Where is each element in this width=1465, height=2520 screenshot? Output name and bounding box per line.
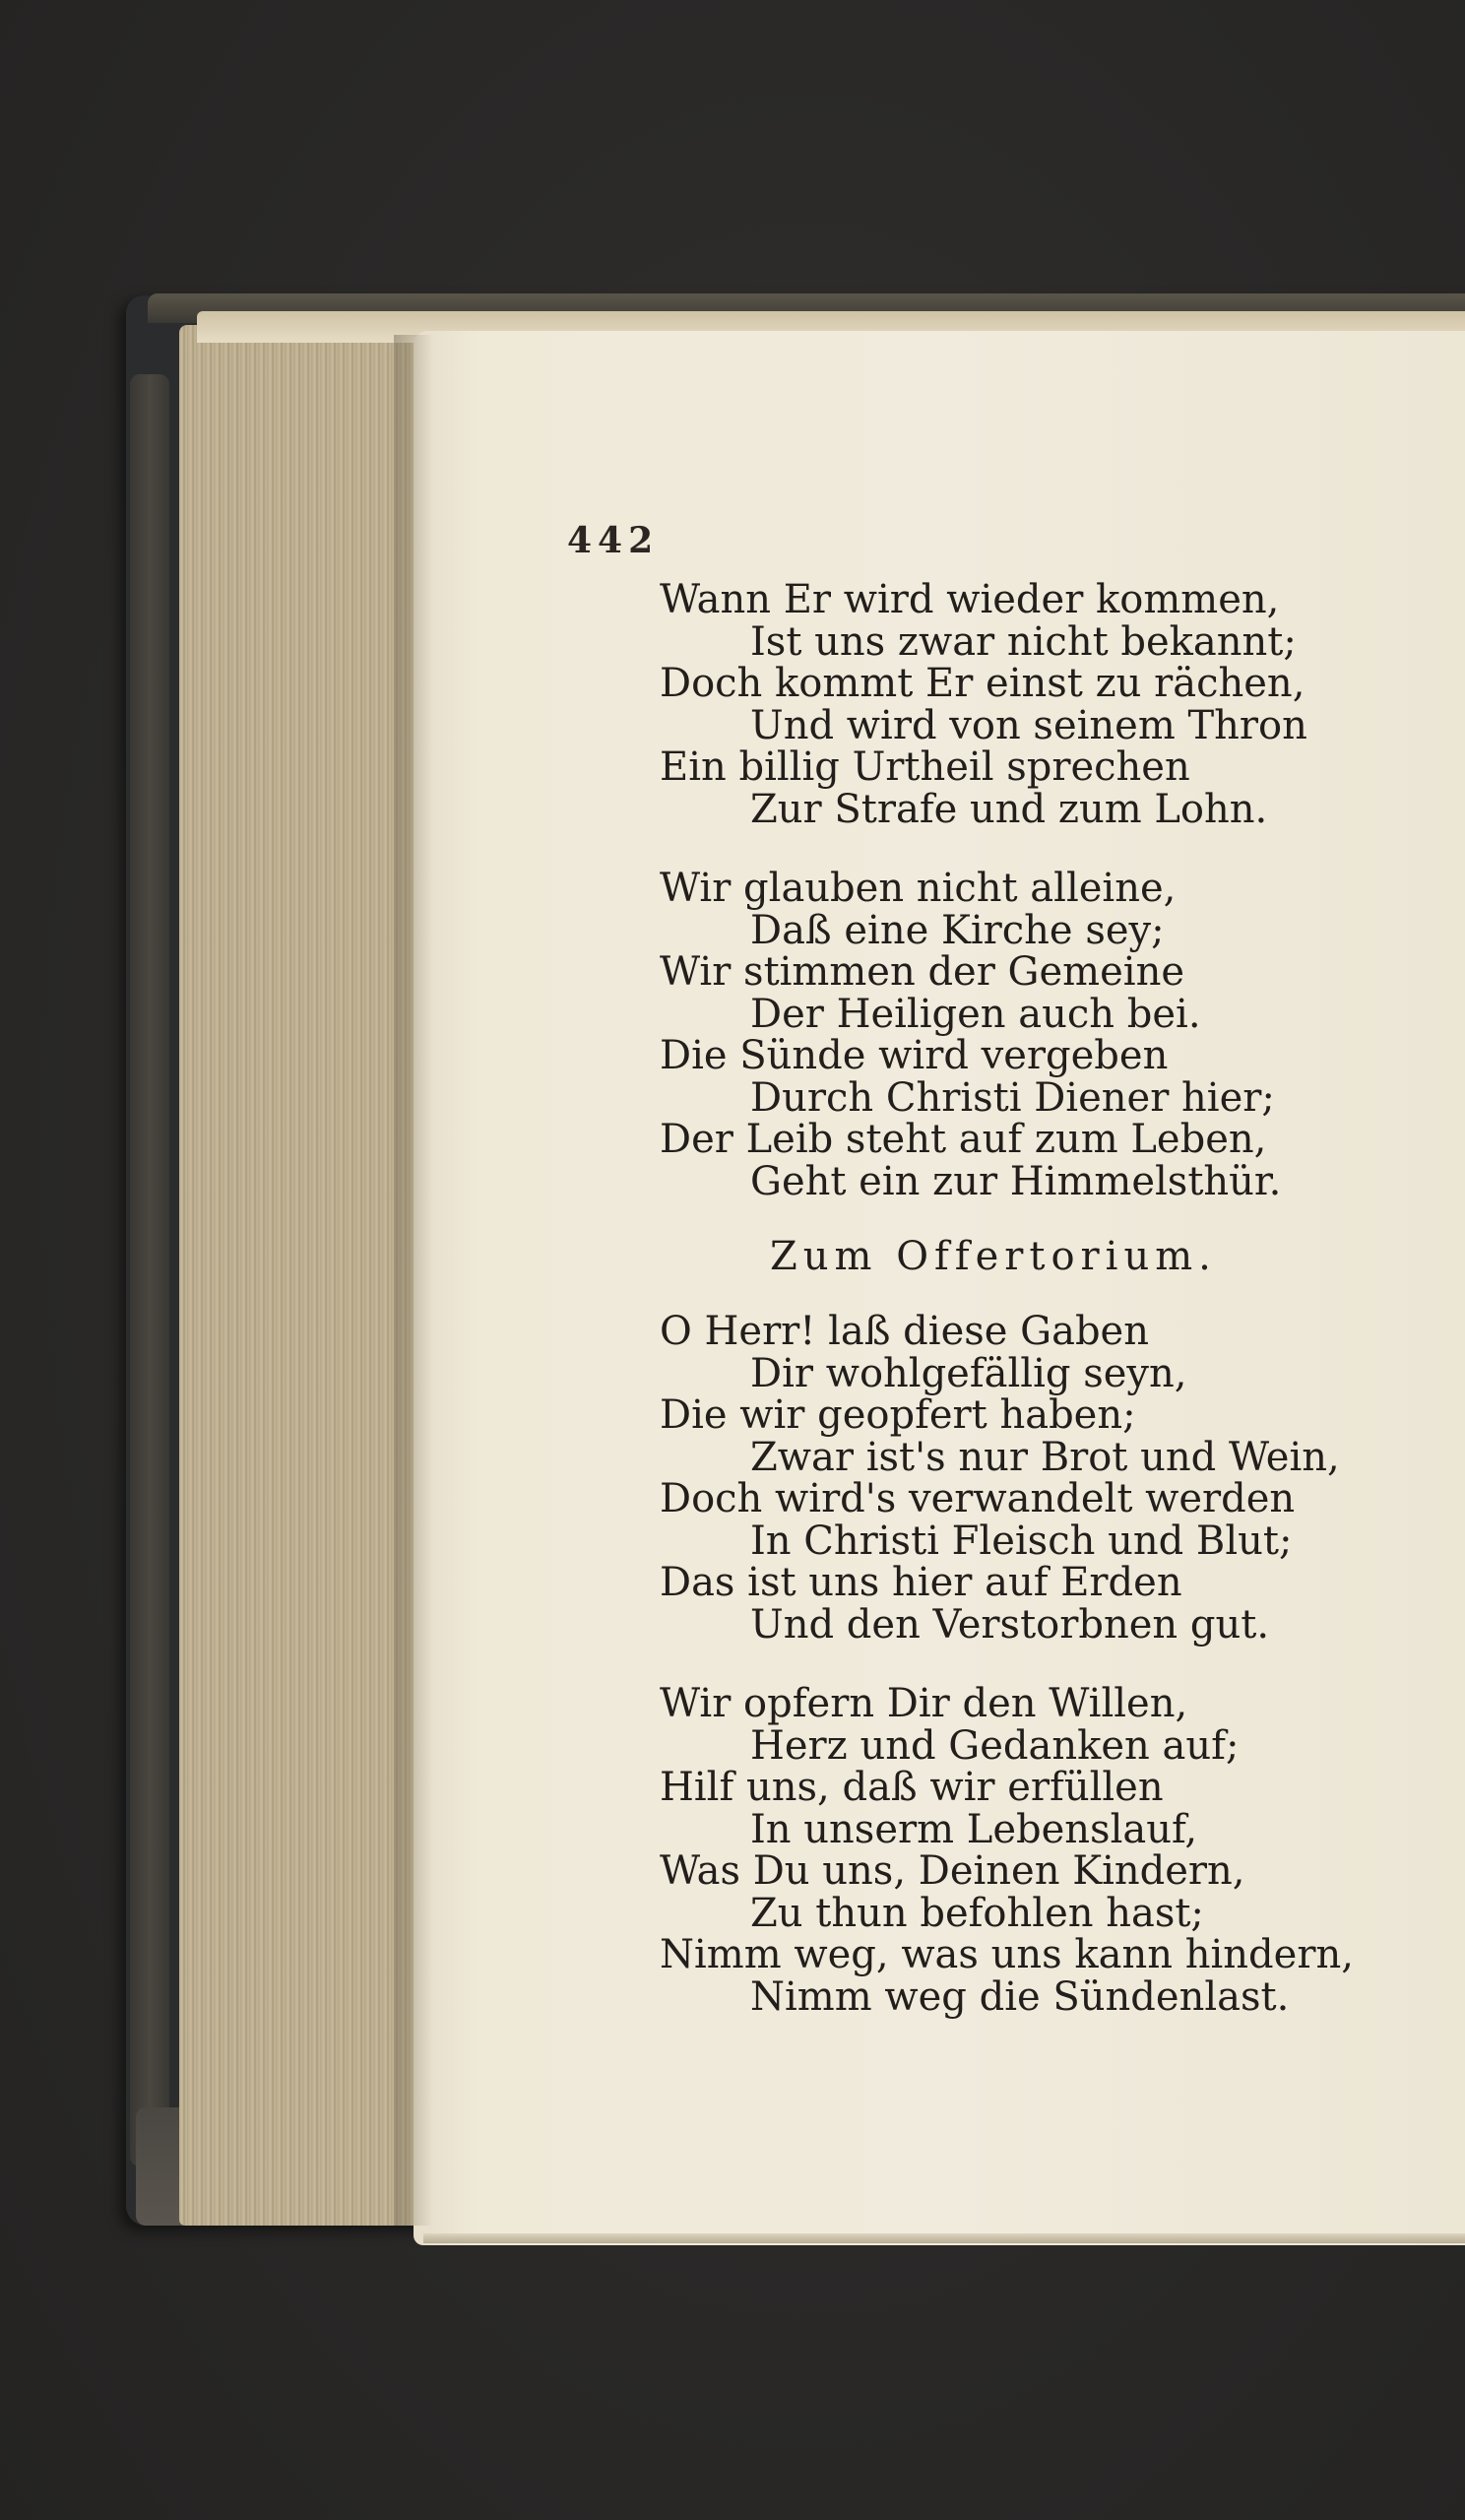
verse-line: Hilf uns, daß wir erfüllen — [660, 1765, 1164, 1810]
verse-line: Zur Strafe und zum Lohn. — [750, 786, 1268, 832]
verse-line: Doch kommt Er einst zu rächen, — [660, 661, 1306, 706]
verse-line: Wir opfern Dir den Willen, — [660, 1681, 1188, 1726]
verse-line: Was Du uns, Deinen Kindern, — [660, 1848, 1245, 1894]
stanza — [660, 868, 1447, 1202]
verse-line: Und wird von seinem Thron — [750, 702, 1307, 748]
page-bottom-edge — [423, 2233, 1465, 2243]
verse-line: Zu thun befohlen hast; — [750, 1890, 1204, 1936]
page-stack-edge — [179, 325, 425, 2226]
verse-line: Wann Er wird wieder kommen, — [660, 577, 1280, 622]
section-heading: Zum Offertorium. — [770, 1234, 1217, 1279]
verse-line: Durch Christi Diener hier; — [750, 1074, 1275, 1121]
verse-line: Die wir geopfert haben; — [660, 1392, 1136, 1438]
page-number: 442 — [567, 520, 660, 561]
verse-line: Nimm weg, was uns kann hindern, — [660, 1932, 1354, 1977]
verse-line: In Christi Fleisch und Blut; — [750, 1518, 1293, 1564]
verse-line: Zwar ist's nur Brot und Wein, — [750, 1434, 1340, 1480]
hymn-stanzas — [660, 579, 1447, 1202]
verse-line: Das ist uns hier auf Erden — [660, 1560, 1182, 1605]
verse-line: In unserm Lebenslauf, — [750, 1806, 1198, 1852]
verse-line: Der Leib steht auf zum Leben, — [660, 1117, 1267, 1162]
verse-line: Wir glauben nicht alleine, — [660, 866, 1177, 911]
verse-line: Ist uns zwar nicht bekannt; — [750, 618, 1297, 665]
verse-line: Und den Verstorbnen gut. — [750, 1601, 1270, 1648]
verse-line: Herz und Gedanken auf; — [750, 1722, 1240, 1769]
verse-line: Wir stimmen der Gemeine — [660, 949, 1185, 995]
verse-line: Nimm weg die Sündenlast. — [750, 1973, 1290, 2020]
stanza — [660, 1311, 1447, 1646]
verse-line: Der Heiligen auch bei. — [750, 991, 1201, 1037]
book-spine — [130, 374, 169, 2166]
offertorium-stanzas — [660, 1311, 1447, 2018]
verse-line: Daß eine Kirche sey; — [750, 907, 1165, 953]
hymn-text — [660, 579, 1447, 2018]
verse-line: O Herr! laß diese Gaben — [660, 1309, 1149, 1354]
verse-line: Die Sünde wird vergeben — [660, 1033, 1169, 1078]
stanza — [660, 579, 1447, 830]
gutter-shadow — [394, 335, 433, 2226]
verse-line: Ein billig Urtheil sprechen — [660, 744, 1190, 790]
verse-line: Dir wohlgefällig seyn, — [750, 1350, 1187, 1396]
stanza — [660, 1683, 1447, 2018]
verse-line: Geht ein zur Himmelsthür. — [750, 1158, 1282, 1204]
verse-line: Doch wird's verwandelt werden — [660, 1476, 1296, 1521]
